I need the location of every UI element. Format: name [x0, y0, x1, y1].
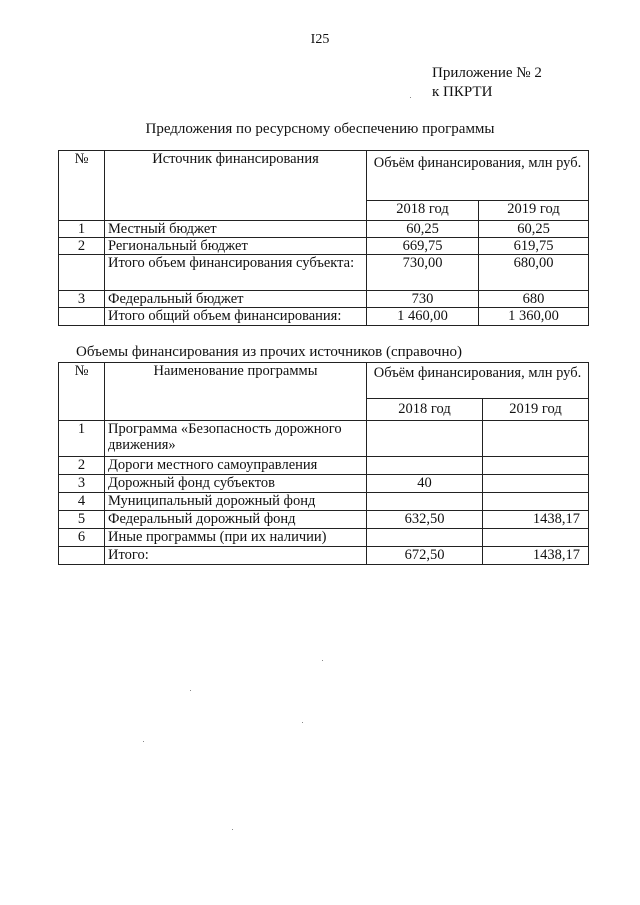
scan-speck — [322, 660, 323, 661]
table-row — [59, 475, 589, 493]
row-2019: 619,75 — [479, 238, 589, 255]
row-num — [59, 308, 105, 326]
row-name: Итого: — [105, 547, 367, 565]
row-num: 2 — [59, 457, 105, 475]
row-num: 6 — [59, 529, 105, 547]
table-row — [59, 291, 589, 308]
row-num: 2 — [59, 238, 105, 255]
table-row — [59, 457, 589, 475]
row-2018: 632,50 — [367, 511, 483, 529]
row-name: Итого объем финансирования субъекта: — [105, 255, 367, 291]
table-row — [59, 221, 589, 238]
row-num: 1 — [59, 221, 105, 238]
row-name: Итого общий объем финансирования: — [105, 308, 367, 326]
row-2018: 1 460,00 — [367, 308, 479, 326]
table-row — [59, 511, 589, 529]
row-name: Дорожный фонд субъектов — [105, 475, 367, 493]
row-2019: 680 — [479, 291, 589, 308]
header-source: Источник финансирования — [105, 151, 367, 221]
row-2018: 40 — [367, 475, 483, 493]
header-2019: 2019 год — [479, 201, 589, 221]
row-2019: 1 360,00 — [479, 308, 589, 326]
table-row — [59, 421, 589, 457]
row-2019 — [483, 421, 589, 457]
row-2018: 730 — [367, 291, 479, 308]
row-2018 — [367, 457, 483, 475]
header-2018: 2018 год — [367, 201, 479, 221]
row-name: Дороги местного самоуправления — [105, 457, 367, 475]
row-num: 1 — [59, 421, 105, 457]
table-row — [59, 493, 589, 511]
row-2019 — [483, 529, 589, 547]
appendix-label — [432, 64, 542, 102]
row-2018: 60,25 — [367, 221, 479, 238]
scan-speck — [232, 829, 233, 830]
header-volume: Объём финансирования, млн руб. — [367, 151, 589, 201]
row-2019 — [483, 493, 589, 511]
row-2018: 672,50 — [367, 547, 483, 565]
row-num: 5 — [59, 511, 105, 529]
row-2019: 680,00 — [479, 255, 589, 291]
row-num — [59, 547, 105, 565]
other-sources-table — [58, 362, 589, 565]
table-row — [59, 308, 589, 326]
table-row — [59, 238, 589, 255]
scan-speck — [302, 722, 303, 723]
row-2019: 1438,17 — [483, 511, 589, 529]
header-program: Наименование программы — [105, 363, 367, 421]
header-2018: 2018 год — [367, 399, 483, 421]
scan-speck — [143, 741, 144, 742]
header-2019: 2019 год — [483, 399, 589, 421]
row-name: Федеральный бюджет — [105, 291, 367, 308]
row-2018 — [367, 493, 483, 511]
header-volume: Объём финансирования, млн руб. — [367, 363, 589, 399]
table-row — [59, 547, 589, 565]
row-2019: 60,25 — [479, 221, 589, 238]
row-name: Программа «Безопасность дорожного движения» — [105, 421, 367, 457]
table-row — [59, 255, 589, 291]
row-2018 — [367, 421, 483, 457]
row-name: Федеральный дорожный фонд — [105, 511, 367, 529]
row-name: Муниципальный дорожный фонд — [105, 493, 367, 511]
row-2018 — [367, 529, 483, 547]
scan-speck — [190, 690, 191, 691]
header-num: № — [59, 363, 105, 421]
row-num: 3 — [59, 475, 105, 493]
row-name: Иные программы (при их наличии) — [105, 529, 367, 547]
row-2018: 669,75 — [367, 238, 479, 255]
row-num — [59, 255, 105, 291]
row-2019 — [483, 475, 589, 493]
row-num: 3 — [59, 291, 105, 308]
appendix-line-2: к ПКРТИ — [432, 84, 493, 100]
table1-title: Предложения по ресурсному обеспечению программы — [145, 121, 495, 137]
resource-table — [58, 150, 589, 326]
appendix-line-1: Приложение № 2 — [432, 65, 542, 81]
row-num: 4 — [59, 493, 105, 511]
row-name: Региональный бюджет — [105, 238, 367, 255]
row-2019: 1438,17 — [483, 547, 589, 565]
scan-speck — [410, 97, 411, 98]
header-num: № — [59, 151, 105, 221]
row-2018: 730,00 — [367, 255, 479, 291]
page-number: I25 — [310, 32, 330, 47]
row-name: Местный бюджет — [105, 221, 367, 238]
row-2019 — [483, 457, 589, 475]
table-row — [59, 529, 589, 547]
table2-title: Объемы финансирования из прочих источников (справочно) — [76, 344, 462, 360]
